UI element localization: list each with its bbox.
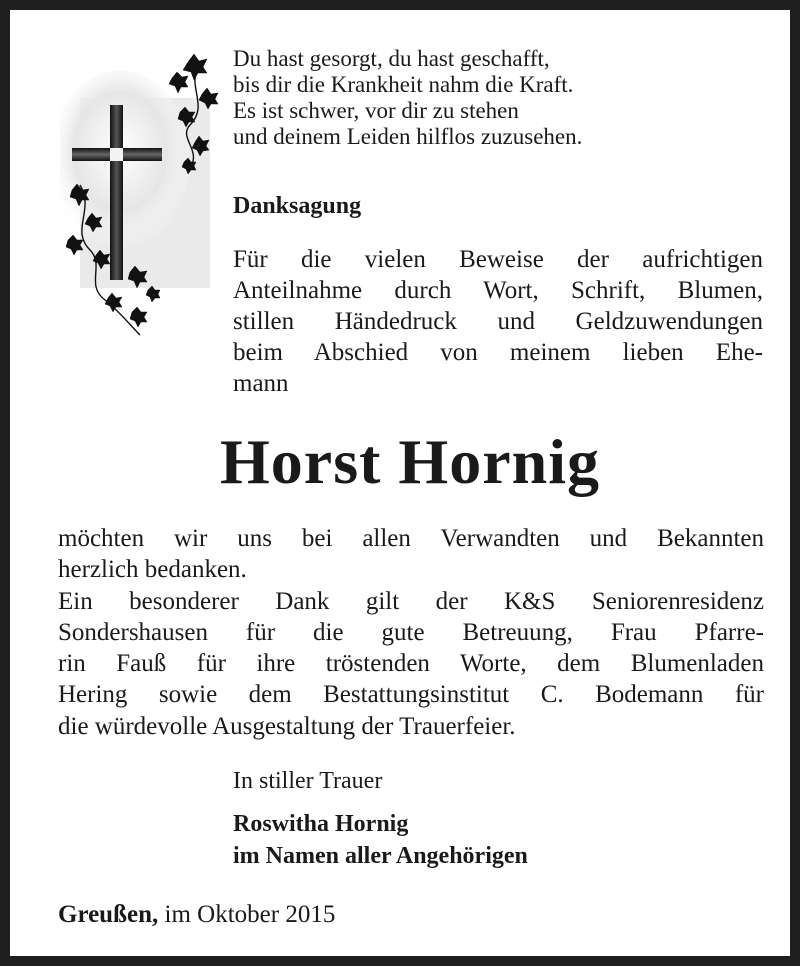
main-line: möchten wir uns bei allen Verwandten und Bekannten [58,525,764,552]
thanks-line: Für die vielen Beweise der aufrichtigen [233,246,763,273]
deceased-name: Horst Hornig [220,426,600,497]
signer-name: Roswitha Hornig [233,811,409,837]
main-line: herzlich bedanken. [58,556,247,584]
thanks-line: stillen Händedruck und Geldzuwendungen [233,308,763,335]
signoff: In stiller Trauer [233,768,383,794]
main-line: Sondershausen für die gute Betreuung, Frau Pfarre- [58,618,764,646]
place: Greußen, [58,901,159,928]
main-line: die würdevolle Ausgestaltung der Trauerfeier. [58,712,516,740]
thanks-line: Anteilnahme durch Wort, Schrift, Blumen, [233,277,763,304]
poem [233,46,582,150]
main-text [58,523,764,742]
signers [233,808,528,872]
thanks-line: mann [233,370,289,397]
poem-line: Es ist schwer, vor dir zu stehen [233,98,519,123]
cross-with-ivy-icon [60,50,230,340]
signer-note: im Namen aller Angehörigen [233,843,528,869]
thanks-line: beim Abschied von meinem lieben Ehe- [233,339,763,366]
poem-line: Du hast gesorgt, du hast geschafft, [233,46,550,71]
main-line: rin Fauß für ihre tröstenden Worte, dem Blumenladen [58,650,764,678]
thanks-heading: Danksagung [233,193,362,219]
place-date [58,899,335,931]
date: im Oktober 2015 [164,901,336,928]
main-line: Hering sowie dem Bestattungsinstitut C. Bodemann für [58,681,764,709]
main-line: Ein besonderer Dank gilt der K&S Seniorenresidenz [58,587,764,615]
poem-line: bis dir die Krankheit nahm die Kraft. [233,72,574,97]
thanks-text [233,244,763,399]
poem-line: und deinem Leiden hilflos zuzusehen. [233,124,583,149]
